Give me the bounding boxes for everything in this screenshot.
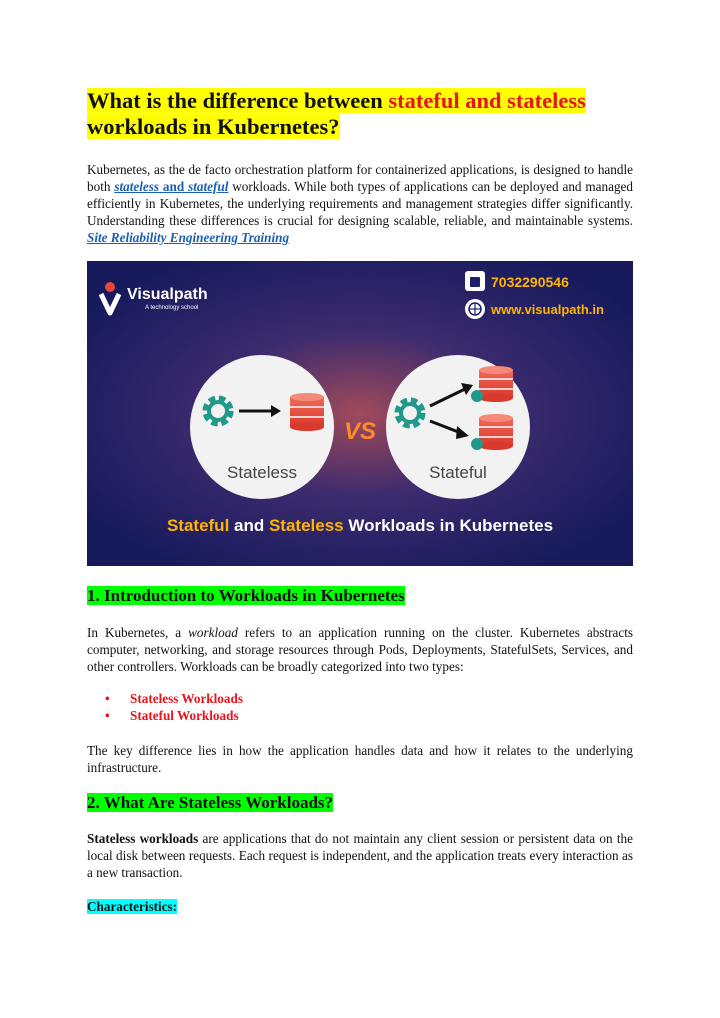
globe-icon (465, 299, 485, 319)
stateful-label: Stateful (429, 463, 487, 482)
workload-types-list (105, 690, 243, 724)
section-2-heading: 2. What Are Stateless Workloads? (87, 793, 334, 812)
stateless-link[interactable]: stateless and stateful (114, 179, 229, 194)
page-title: What is the difference between stateful and stateless workloads in Kubernetes? (87, 88, 586, 139)
characteristics-label: Characteristics: (87, 899, 178, 914)
vs-label: VS (343, 418, 377, 445)
list-item: • Stateful Workloads (105, 708, 239, 723)
brand-name: Visualpath (127, 286, 208, 303)
key-difference-paragraph: The key difference lies in how the application handles data and how it relates to the underlying infrastructure. (87, 743, 633, 775)
phone-number: 7032290546 (491, 274, 569, 290)
phone-icon (465, 271, 485, 291)
stateless-label: Stateless (227, 463, 297, 482)
intro-paragraph: Kubernetes, as the de facto orchestration platform for containerized applications, is designed to handle both stateless and stateful workloads. While both types of applications can be deployed and managed efficiently in Kubernetes, the underlying requirements and management strategies differ significantly. Understanding these differences is crucial for designing scalable, reliable, and maintainable systems. Site Reliability Engineering Training (87, 162, 633, 245)
database-icon (290, 393, 324, 431)
website-url: www.visualpath.in (491, 302, 604, 317)
section-1-heading: 1. Introduction to Workloads in Kubernetes (87, 586, 405, 605)
section-1-paragraph: In Kubernetes, a workload refers to an application running on the cluster. Kubernetes abstracts computer, networking, and storage resources through Pods, Deployments, StatefulSets, Services, and other controllers. Workloads can be broadly categorized into two types: (87, 625, 633, 674)
list-item: • Stateless Workloads (105, 691, 243, 706)
sre-training-link[interactable]: Site Reliability Engineering Training (87, 230, 290, 245)
banner-caption: Stateful and Stateless Workloads in Kubernetes (166, 516, 554, 535)
banner-image (87, 261, 633, 566)
section-2-paragraph: Stateless workloads are applications that do not maintain any client session or persistent data on the local disk between requests. Each request is independent, and the application treats every interaction as a new transaction. (87, 831, 633, 880)
brand-tagline: A technology school (145, 305, 199, 311)
